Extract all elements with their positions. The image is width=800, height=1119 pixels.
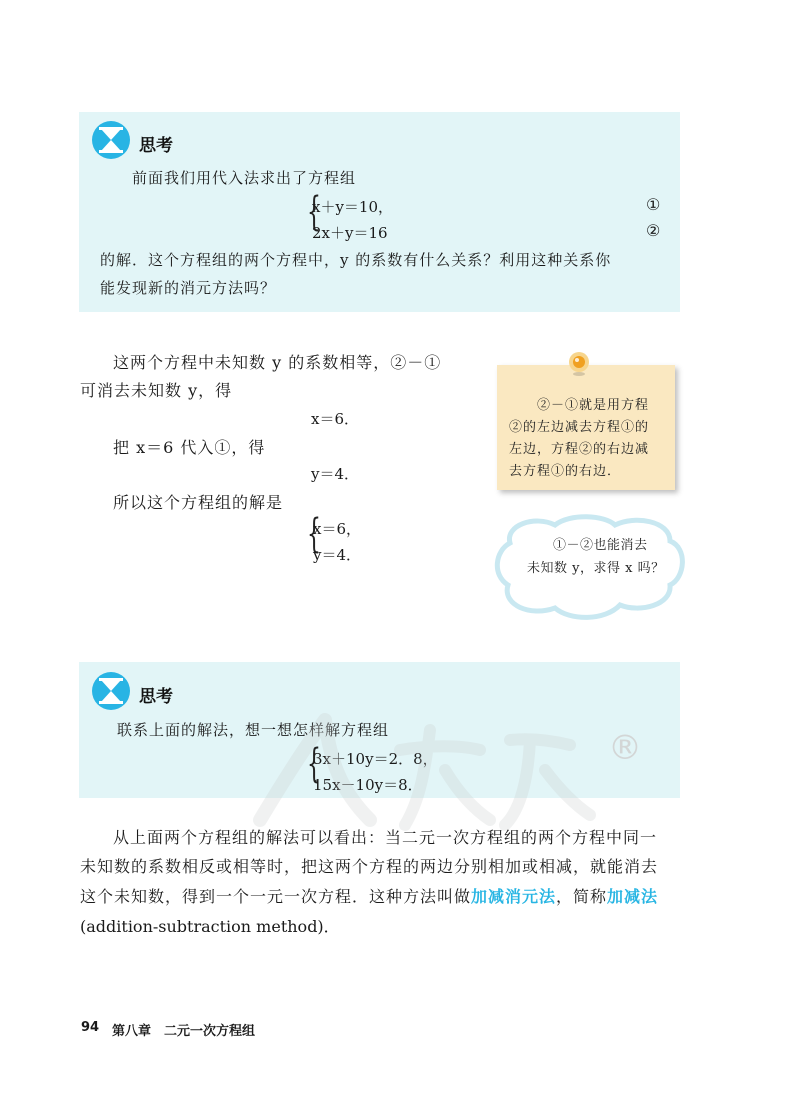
think-title: 思考 bbox=[139, 136, 173, 156]
think-hourglass-icon bbox=[90, 670, 132, 712]
think-question-line-2: 能发现新的消元方法吗？ bbox=[100, 279, 277, 297]
paragraph-line-3 bbox=[80, 884, 658, 907]
solution-brace: { bbox=[307, 511, 321, 557]
think-intro: 前面我们用代入法求出了方程组 bbox=[132, 169, 357, 187]
solution-result-x: x＝6． bbox=[311, 410, 360, 428]
solution-substitute: 把 x＝6 代入①，得 bbox=[113, 438, 266, 457]
note-line-3: 左边，方程②的右边减 bbox=[509, 442, 650, 457]
equation-2: 2x＋y＝16 bbox=[312, 224, 388, 242]
note-card bbox=[497, 365, 675, 490]
think-box-1 bbox=[79, 112, 680, 312]
page-number: 94 bbox=[81, 1020, 100, 1035]
solution-y: y＝4． bbox=[313, 546, 362, 564]
solution-x: x＝6， bbox=[313, 520, 362, 538]
equation-mark-1: ① bbox=[646, 195, 661, 214]
solution-conclusion: 所以这个方程组的解是 bbox=[113, 493, 284, 512]
solution-result-y: y＝4． bbox=[311, 465, 360, 483]
think-intro: 联系上面的解法，想一想怎样解方程组 bbox=[117, 721, 390, 739]
equation-mark-2: ② bbox=[646, 221, 661, 240]
equation-2: 15x－10y＝8． bbox=[313, 776, 423, 794]
equation-brace: { bbox=[307, 189, 321, 235]
think-hourglass-icon bbox=[90, 119, 132, 161]
pushpin-icon bbox=[566, 350, 592, 378]
paragraph-line-3-prefix: 这个未知数，得到一个一元一次方程．这种方法叫做 bbox=[80, 887, 472, 906]
paragraph-line-2: 未知数的系数相反或相等时，把这两个方程的两边分别相加或相减，就能消去 bbox=[80, 857, 659, 876]
paragraph-line-1: 从上面两个方程组的解法可以看出：当二元一次方程组的两个方程中同一 bbox=[113, 828, 658, 847]
registered-mark: ® bbox=[608, 728, 642, 768]
equation-1: 3x＋10y＝2．8， bbox=[313, 750, 438, 768]
equation-1: x＋y＝10， bbox=[312, 198, 394, 216]
term-addition-subtraction-elimination: 加减消元法 bbox=[471, 887, 557, 906]
note-line-4: 去方程①的右边． bbox=[509, 464, 622, 479]
bubble-line-1: ①－②也能消去 bbox=[553, 538, 648, 553]
solution-line-2: 可消去未知数 y，得 bbox=[80, 381, 233, 400]
term-addition-subtraction: 加减法 bbox=[607, 887, 659, 906]
paragraph-line-3-mid: ，简称 bbox=[556, 887, 608, 906]
note-line-1: ②－①就是用方程 bbox=[537, 398, 650, 413]
chapter-title: 第八章 二元一次方程组 bbox=[112, 1024, 256, 1039]
publisher-watermark bbox=[230, 700, 610, 840]
paragraph-line-4: (addition-subtraction method)． bbox=[80, 917, 340, 936]
bubble-line-2: 未知数 y，求得 x 吗？ bbox=[527, 561, 665, 576]
note-line-2: ②的左边减去方程①的 bbox=[509, 420, 650, 435]
think-question-line-1: 的解．这个方程组的两个方程中，y 的系数有什么关系？利用这种关系你 bbox=[100, 251, 612, 269]
equation-brace: { bbox=[307, 741, 321, 787]
think-title: 思考 bbox=[139, 687, 173, 707]
solution-line-1: 这两个方程中未知数 y 的系数相等，②－① bbox=[113, 353, 442, 372]
